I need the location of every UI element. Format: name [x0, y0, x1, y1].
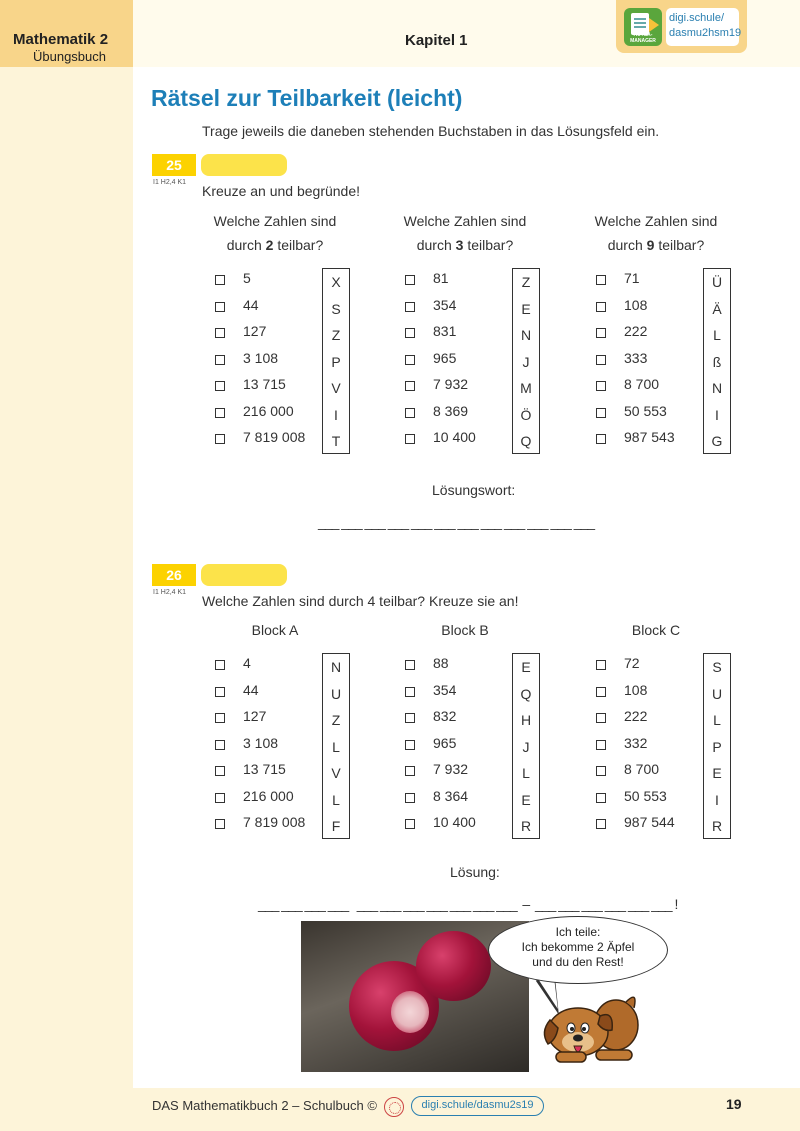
checkbox[interactable]	[596, 793, 606, 803]
solution-letter: J	[522, 353, 530, 370]
solution-letter: S	[331, 300, 341, 317]
checkbox[interactable]	[596, 434, 606, 444]
number-value: 127	[243, 323, 267, 339]
number-value: 5	[243, 270, 251, 286]
solution-letter: L	[713, 327, 721, 343]
solution-letter: V	[331, 765, 341, 781]
speech-bubble-text	[488, 925, 668, 970]
list-item	[215, 706, 322, 733]
solution-letter: T	[331, 433, 341, 449]
task-26-solution-blanks[interactable]: ___ ___ ___ ___ ___ ___ ___ ___ ___ ___ ___ – ___ ___ ___ ___ ___ ___ !	[258, 896, 678, 912]
solution-letter: E	[521, 300, 531, 317]
number-value: 10 400	[433, 814, 476, 830]
solution-letter: E	[712, 765, 722, 781]
checkbox[interactable]	[405, 328, 415, 338]
checkbox[interactable]	[596, 381, 606, 391]
list-item	[596, 759, 703, 786]
solution-letter: Z	[331, 712, 341, 728]
task25-column-heading-line1: Welche Zahlen sind	[213, 213, 337, 229]
checkbox[interactable]	[215, 275, 225, 285]
chapter-label: Kapitel 1	[405, 32, 468, 49]
number-value: 965	[433, 734, 457, 751]
solution-letter: Ü	[711, 274, 723, 290]
solution-letter: Q	[520, 685, 532, 702]
number-value: 13 715	[243, 376, 286, 392]
speech-line-3: und du den Rest!	[532, 955, 624, 969]
checkbox[interactable]	[215, 434, 225, 444]
list-item	[405, 295, 512, 322]
list-item	[596, 374, 703, 401]
number-value: 7 819 008	[243, 429, 306, 445]
number-value: 831	[433, 323, 457, 339]
heading-suffix: teilbar?	[654, 237, 705, 253]
list-item	[405, 268, 512, 295]
list-item	[215, 733, 322, 760]
list-item	[215, 680, 322, 707]
apple-bite	[391, 991, 429, 1033]
list-item	[405, 401, 512, 428]
task26-block-1-heading: Block A	[251, 622, 299, 638]
list-item	[215, 295, 322, 322]
checkbox[interactable]	[215, 660, 225, 670]
checkbox[interactable]	[215, 302, 225, 312]
book-title: Mathematik 2	[13, 31, 109, 48]
number-value: 4	[243, 655, 251, 671]
list-item	[215, 786, 322, 813]
dog-illustration	[538, 980, 648, 1070]
list-item	[596, 321, 703, 348]
solution-letter: L	[332, 738, 340, 755]
task25-letter-column-1	[322, 268, 350, 454]
number-value: 44	[243, 681, 259, 698]
list-item	[596, 706, 703, 733]
page-number: 19	[726, 1096, 742, 1112]
list-item	[596, 680, 703, 707]
checkbox[interactable]	[405, 355, 415, 365]
solution-letter: Z	[331, 327, 341, 343]
checkbox[interactable]	[596, 408, 606, 418]
list-item	[405, 759, 512, 786]
page-title: Rätsel zur Teilbarkeit (leicht)	[151, 85, 463, 111]
checkbox[interactable]	[405, 408, 415, 418]
solution-letter: V	[331, 380, 341, 396]
solution-letter: N	[711, 380, 723, 396]
number-value: 8 700	[624, 376, 660, 392]
number-value: 13 715	[243, 761, 286, 777]
book-subtitle: Übungsbuch	[33, 49, 106, 64]
checkbox[interactable]	[596, 660, 606, 670]
task-number-26: 26	[152, 564, 196, 586]
checkbox[interactable]	[405, 740, 415, 750]
list-item	[405, 427, 512, 454]
number-value: 3 108	[243, 349, 279, 366]
number-value: 333	[624, 349, 648, 366]
checkbox[interactable]	[405, 766, 415, 776]
list-item	[215, 812, 322, 839]
checkbox[interactable]	[596, 766, 606, 776]
solution-letter: M	[520, 380, 532, 396]
task25-column-heading-line1: Welche Zahlen sind	[594, 213, 718, 229]
task-26-code: I1 H2,4 K1	[153, 589, 187, 596]
list-item	[215, 759, 322, 786]
checkbox[interactable]	[215, 408, 225, 418]
number-value: 71	[624, 270, 640, 286]
number-value: 50 553	[624, 787, 667, 804]
number-value: 832	[433, 708, 457, 724]
task25-column-1-heading	[185, 209, 365, 257]
number-value: 8 700	[624, 761, 660, 777]
digi-link-line2[interactable]: dasmu2hsm19	[669, 27, 742, 39]
heading-prefix: durch	[226, 237, 266, 253]
list-item	[405, 812, 512, 839]
checkbox[interactable]	[405, 819, 415, 829]
task26-block-2-heading: Block B	[441, 622, 489, 638]
footer-digi-link[interactable]: digi.schule/dasmu2s19	[411, 1096, 544, 1116]
checkbox[interactable]	[596, 302, 606, 312]
number-value: 7 819 008	[243, 814, 306, 830]
solution-letter: ß	[712, 353, 722, 370]
homework-manager-icon[interactable]	[624, 8, 662, 46]
task25-column-heading-line2	[185, 233, 365, 257]
checkbox[interactable]	[215, 713, 225, 723]
number-value: 332	[624, 734, 648, 751]
solution-letter: S	[712, 659, 722, 675]
approval-seal-icon	[384, 1097, 404, 1117]
solution-letter: I	[715, 791, 719, 808]
task26-letter-column-3	[703, 653, 731, 839]
checkbox[interactable]	[215, 687, 225, 697]
checkbox[interactable]	[405, 302, 415, 312]
number-value: 108	[624, 681, 648, 698]
checkbox[interactable]	[596, 687, 606, 697]
number-value: 8 369	[433, 402, 469, 419]
task26-letter-column-2	[512, 653, 540, 839]
list-item	[405, 680, 512, 707]
task25-letter-column-2	[512, 268, 540, 454]
heading-suffix: teilbar?	[273, 237, 324, 253]
number-value: 127	[243, 708, 267, 724]
checkbox[interactable]	[215, 381, 225, 391]
speech-line-1: Ich teile:	[555, 925, 601, 939]
task-26-solution-label: Lösung:	[450, 864, 500, 880]
list-item	[215, 268, 322, 295]
number-value: 7 932	[433, 761, 469, 777]
checkbox[interactable]	[215, 355, 225, 365]
checkbox[interactable]	[405, 660, 415, 670]
list-item	[596, 733, 703, 760]
task-26-text: Welche Zahlen sind durch 4 teilbar? Kreuze sie an!	[202, 593, 519, 609]
solution-letter: R	[520, 818, 532, 834]
list-item	[405, 786, 512, 813]
list-item	[596, 348, 703, 375]
solution-letter: I	[715, 406, 719, 423]
solution-letter: P	[712, 738, 722, 755]
checkbox[interactable]	[215, 328, 225, 338]
heading-prefix: durch	[416, 237, 456, 253]
checkbox[interactable]	[596, 713, 606, 723]
number-value: 81	[433, 270, 449, 286]
task-25-solution-label: Lösungswort:	[432, 482, 516, 498]
list-item	[215, 653, 322, 680]
number-value: 8 364	[433, 787, 469, 804]
checkbox[interactable]	[405, 687, 415, 697]
list-item	[405, 653, 512, 680]
number-value: 44	[243, 296, 259, 313]
heading-suffix: teilbar?	[463, 237, 514, 253]
solution-letter: E	[521, 791, 531, 808]
number-value: 222	[624, 708, 648, 724]
instruction-text: Trage jeweils die daneben stehenden Buchstaben in das Lösungsfeld ein.	[202, 123, 660, 139]
solution-letter: P	[331, 353, 341, 370]
list-item	[405, 348, 512, 375]
list-item	[596, 653, 703, 680]
solution-letter: H	[520, 712, 532, 728]
list-item	[405, 706, 512, 733]
checkbox[interactable]	[215, 819, 225, 829]
number-value: 108	[624, 296, 648, 313]
list-item	[215, 348, 322, 375]
solution-letter: Ä	[712, 300, 722, 317]
number-value: 354	[433, 296, 457, 313]
list-item	[215, 401, 322, 428]
task-25-code: I1 H2,4 K1	[153, 179, 187, 186]
task-25-level-pill	[201, 154, 287, 176]
task-number-25: 25	[152, 154, 196, 176]
list-item	[405, 374, 512, 401]
solution-letter: L	[713, 712, 721, 728]
number-value: 965	[433, 349, 457, 366]
solution-letter: I	[334, 406, 338, 423]
checkbox[interactable]	[405, 713, 415, 723]
solution-letter: Q	[520, 433, 532, 449]
task-26-level-pill	[201, 564, 287, 586]
list-item	[405, 321, 512, 348]
number-value: 987 543	[624, 429, 675, 445]
task25-column-heading-line2	[566, 233, 746, 257]
list-item	[215, 427, 322, 454]
checkbox[interactable]	[596, 275, 606, 285]
solution-letter: G	[711, 433, 723, 449]
list-item	[596, 786, 703, 813]
solution-letter: U	[330, 685, 342, 702]
footer-text: DAS Mathematikbuch 2 – Schulbuch ©	[152, 1098, 377, 1113]
task25-column-2-heading	[375, 209, 555, 257]
sidebar	[0, 0, 133, 1131]
number-value: 216 000	[243, 402, 294, 419]
checkbox[interactable]	[405, 434, 415, 444]
divisor: 2	[265, 237, 274, 253]
apple-image	[416, 931, 491, 1001]
divisor: 3	[455, 237, 464, 253]
number-value: 987 544	[624, 814, 675, 830]
solution-letter: U	[711, 685, 723, 702]
number-value: 72	[624, 655, 640, 671]
list-item	[596, 295, 703, 322]
checkbox[interactable]	[215, 766, 225, 776]
solution-letter: Ö	[520, 406, 532, 423]
checkbox[interactable]	[215, 793, 225, 803]
solution-letter: Z	[521, 274, 531, 290]
number-value: 216 000	[243, 787, 294, 804]
solution-letter: N	[520, 327, 532, 343]
divisor: 9	[646, 237, 655, 253]
number-value: 88	[433, 655, 449, 671]
solution-letter: L	[332, 791, 340, 808]
solution-letter: R	[711, 818, 723, 834]
task25-column-heading-line2	[375, 233, 555, 257]
checkbox[interactable]	[405, 275, 415, 285]
number-value: 10 400	[433, 429, 476, 445]
task-25-text: Kreuze an und begründe!	[202, 183, 361, 199]
checkbox[interactable]	[596, 328, 606, 338]
solution-letter: E	[521, 659, 531, 675]
checkbox[interactable]	[405, 793, 415, 803]
checkbox[interactable]	[405, 381, 415, 391]
heading-prefix: durch	[607, 237, 647, 253]
checkbox[interactable]	[215, 740, 225, 750]
list-item	[596, 812, 703, 839]
task25-letter-column-3	[703, 268, 731, 454]
speech-line-2: Ich bekomme 2 Äpfel	[521, 940, 635, 954]
number-value: 50 553	[624, 402, 667, 419]
list-item	[215, 321, 322, 348]
list-item	[596, 401, 703, 428]
task-25-solution-blanks[interactable]: ___ ___ ___ ___ ___ ___ ___ ___ ___ ___ ___ ___	[318, 514, 595, 530]
number-value: 7 932	[433, 376, 469, 392]
homework-manager-badge: HÜ-/SA-MANAGER	[630, 32, 656, 44]
solution-letter: X	[331, 274, 341, 290]
digi-link-line1[interactable]: digi.schule/	[669, 12, 725, 24]
solution-letter: J	[522, 738, 530, 755]
list-item	[215, 374, 322, 401]
list-item	[596, 268, 703, 295]
solution-letter: N	[330, 659, 342, 675]
list-item	[405, 733, 512, 760]
task26-block-3-heading: Block C	[631, 622, 681, 638]
solution-letter: F	[331, 818, 341, 834]
task25-column-3-heading	[566, 209, 746, 257]
task25-column-heading-line1: Welche Zahlen sind	[403, 213, 527, 229]
number-value: 222	[624, 323, 648, 339]
checkbox[interactable]	[596, 355, 606, 365]
list-item	[596, 427, 703, 454]
number-value: 354	[433, 681, 457, 698]
solution-letter: L	[522, 765, 530, 781]
checkbox[interactable]	[596, 740, 606, 750]
task26-letter-column-1	[322, 653, 350, 839]
checkbox[interactable]	[596, 819, 606, 829]
number-value: 3 108	[243, 734, 279, 751]
